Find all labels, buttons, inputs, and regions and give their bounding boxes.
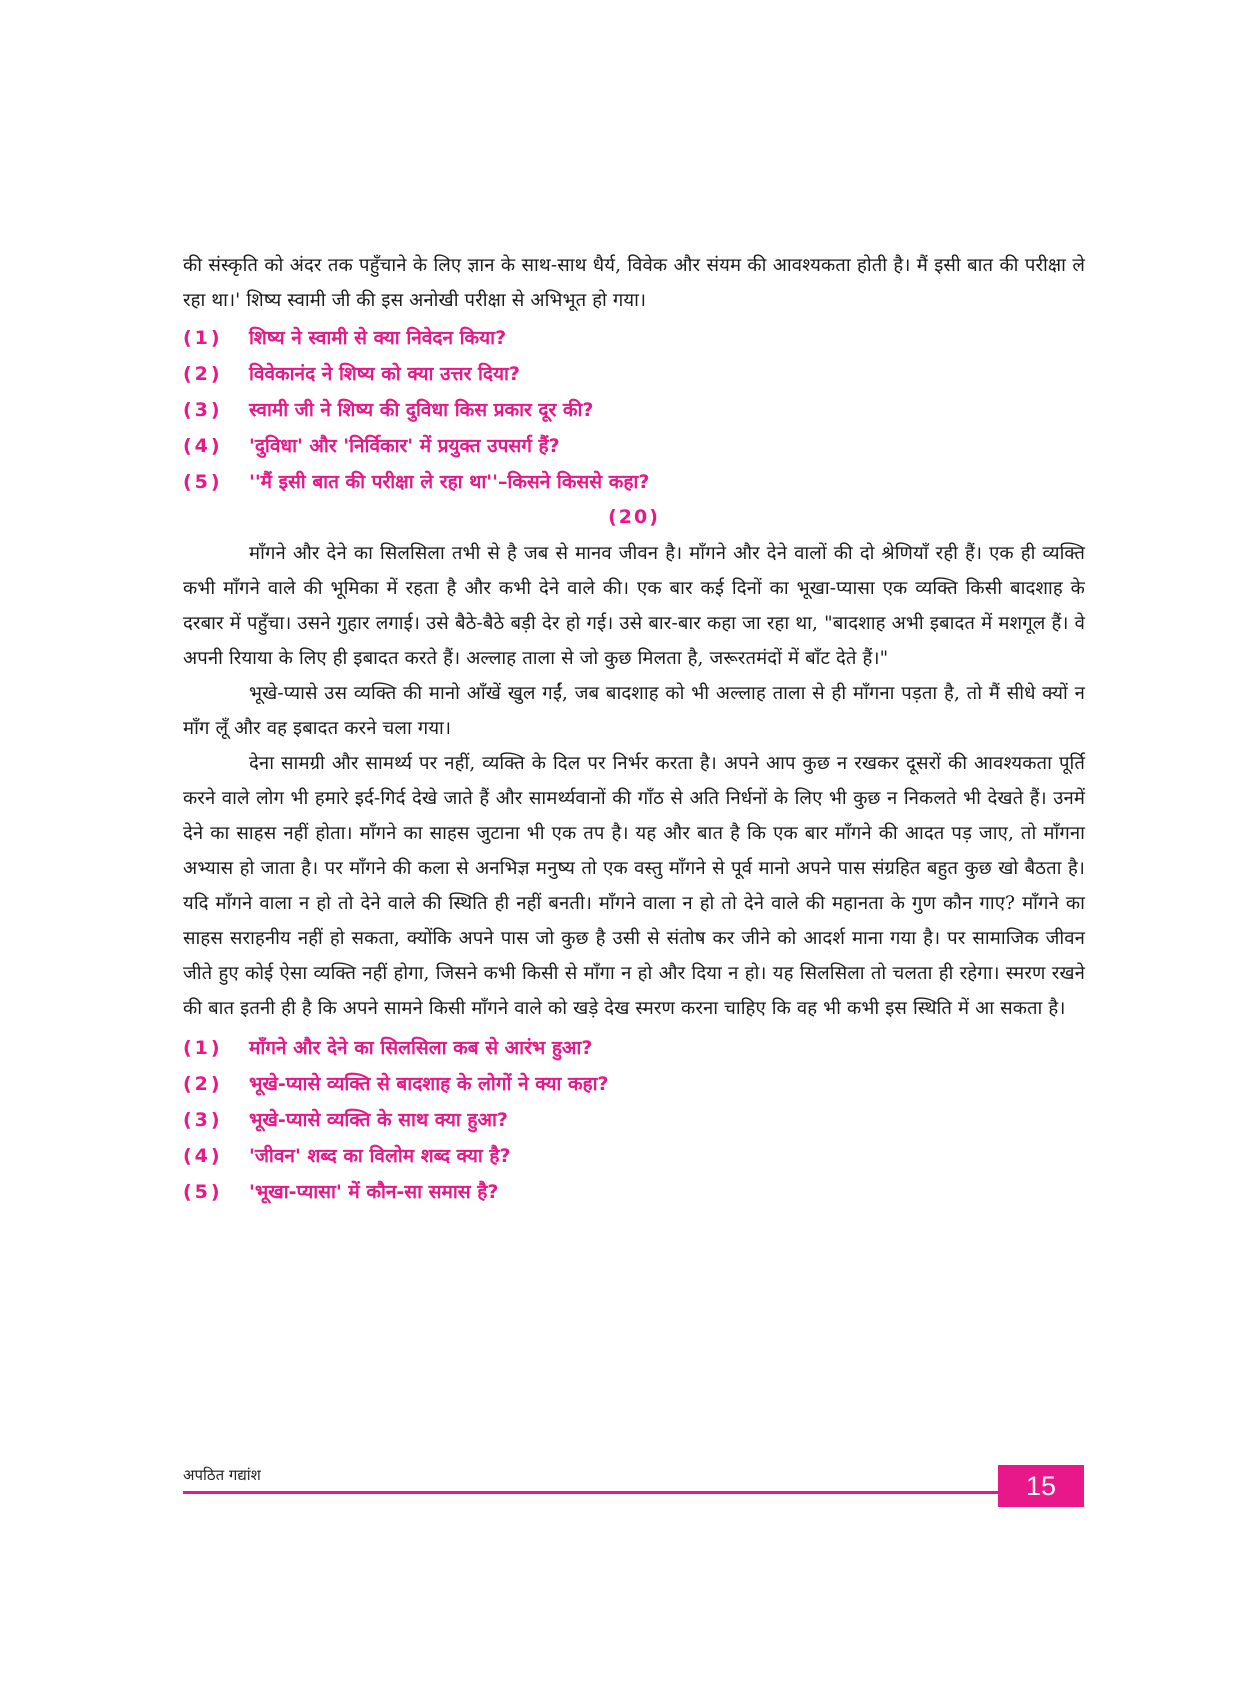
question-number: (1)	[183, 1037, 223, 1059]
question-text: माँगने और देने का सिलसिला कब से आरंभ हुआ?	[249, 1037, 593, 1059]
page-number: 15	[1025, 1470, 1057, 1501]
question-number: (1)	[183, 327, 223, 349]
page-number-badge	[998, 1465, 1084, 1507]
question-list-1	[183, 320, 1085, 500]
question-item	[183, 1102, 1085, 1138]
question-item	[183, 1030, 1085, 1066]
question-number: (2)	[183, 1073, 223, 1095]
question-item	[183, 428, 1085, 464]
question-number: (4)	[183, 1145, 223, 1167]
question-text: 'भूखा-प्यासा' में कौन-सा समास है?	[249, 1181, 499, 1203]
passage-heading: (20)	[608, 506, 660, 528]
question-item	[183, 464, 1085, 500]
passage-continuation: की संस्कृति को अंदर तक पहुँचाने के लिए ज्ञान के साथ-साथ धैर्य, विवेक और संयम की आवश्यकता होती है। मैं इसी बात की परीक्षा ले रहा था।' शिष्य स्वामी जी की इस अनोखी परीक्षा से अभिभूत हो गया।	[183, 255, 1085, 311]
passage-paragraph: भूखे-प्यासे उस व्यक्ति की मानो आँखें खुल गईं, जब बादशाह को भी अल्लाह ताला से ही माँगना पड़ता है, तो मैं सीधे क्यों न माँग लूँ और वह इबादत करने चला गया।	[183, 683, 1085, 739]
question-item	[183, 1174, 1085, 1210]
question-text: 'दुविधा' और 'निर्विकार' में प्रयुक्त उपसर्ग हैं?	[249, 435, 560, 457]
question-number: (3)	[183, 399, 223, 421]
question-number: (4)	[183, 435, 223, 457]
question-list-2	[183, 1030, 1085, 1210]
question-text: स्वामी जी ने शिष्य की दुविधा किस प्रकार दूर की?	[249, 399, 594, 421]
question-number: (5)	[183, 471, 223, 493]
question-item	[183, 356, 1085, 392]
question-item	[183, 320, 1085, 356]
question-text: ''मैं इसी बात की परीक्षा ले रहा था''–किसने किससे कहा?	[249, 471, 650, 493]
question-item	[183, 392, 1085, 428]
question-text: शिष्य ने स्वामी से क्या निवेदन किया?	[249, 327, 507, 349]
question-text: भूखे-प्यासे व्यक्ति से बादशाह के लोगों ने क्या कहा?	[249, 1073, 609, 1095]
footer-section-label: अपठित गद्यांश	[183, 1466, 261, 1484]
question-text: भूखे-प्यासे व्यक्ति के साथ क्या हुआ?	[249, 1109, 508, 1131]
question-text: विवेकानंद ने शिष्य को क्या उत्तर दिया?	[249, 363, 520, 385]
footer-divider	[183, 1491, 998, 1494]
question-number: (3)	[183, 1109, 223, 1131]
passage-paragraph: देना सामग्री और सामर्थ्य पर नहीं, व्यक्ति के दिल पर निर्भर करता है। अपने आप कुछ न रखकर दूसरों की आवश्यकता पूर्ति करने वाले लोग भी हमारे इर्द-गिर्द देखे जाते हैं और सामर्थ्यवानों की गाँठ से अति निर्धनों के लिए भी कुछ न निकलते भी देखते हैं। उनमें देने का साहस नहीं होता। माँगने का साहस जुटाना भी एक तप है। यह और बात है कि एक बार माँगने की आदत पड़ जाए, तो माँगना अभ्यास हो जाता है। पर माँगने की कला से अनभिज्ञ मनुष्य तो एक वस्तु माँगने से पूर्व मानो अपने पास संग्रहित बहुत कुछ खो बैठता है। यदि माँगने वाला न हो तो देने वाले की स्थिति ही नहीं बनती। माँगने वाला न हो तो देने वाले की महानता के गुण कौन गाए? माँगने का साहस सराहनीय नहीं हो सकता, क्योंकि अपने पास जो कुछ है उसी से संतोष कर जीने को आदर्श माना गया है। पर सामाजिक जीवन जीते हुए कोई ऐसा व्यक्ति नहीं होगा, जिसने कभी किसी से माँगा न हो और दिया न हो। यह सिलसिला तो चलता ही रहेगा। स्मरण रखने की बात इतनी ही है कि अपने सामने किसी माँगने वाले को खड़े देख स्मरण करना चाहिए कि वह भी कभी इस स्थिति में आ सकता है।	[183, 753, 1085, 1019]
question-number: (2)	[183, 363, 223, 385]
question-text: 'जीवन' शब्द का विलोम शब्द क्या है?	[249, 1145, 511, 1167]
question-number: (5)	[183, 1181, 223, 1203]
question-item	[183, 1066, 1085, 1102]
passage-paragraph: माँगने और देने का सिलसिला तभी से है जब से मानव जीवन है। माँगने और देने वालों की दो श्रेणियाँ रही हैं। एक ही व्यक्ति कभी माँगने वाले की भूमिका में रहता है और कभी देने वाले की। एक बार कई दिनों का भूखा-प्यासा एक व्यक्ति किसी बादशाह के दरबार में पहुँचा। उसने गुहार लगाई। उसे बैठे-बैठे बड़ी देर हो गई। उसे बार-बार कहा जा रहा था, "बादशाह अभी इबादत में मशगूल हैं। वे अपनी रियाया के लिए ही इबादत करते हैं। अल्लाह ताला से जो कुछ मिलता है, जरूरतमंदों में बाँट देते हैं।"	[183, 543, 1085, 669]
question-item	[183, 1138, 1085, 1174]
page-content	[183, 248, 1085, 1210]
